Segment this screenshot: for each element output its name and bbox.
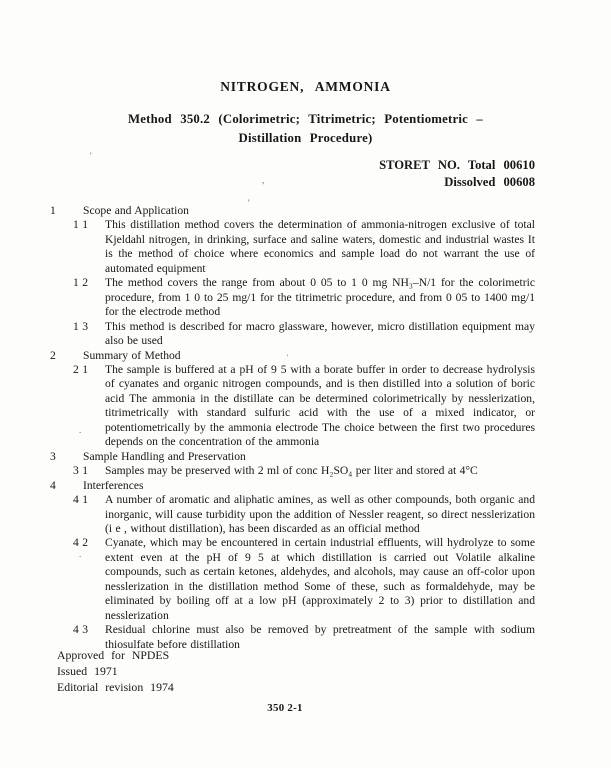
issued-year: Issued 1971	[57, 663, 118, 678]
paragraph-number: 4 2	[73, 536, 88, 550]
section-heading	[50, 204, 535, 218]
paragraph-1-1	[73, 218, 535, 276]
paragraph-text: A number of aromatic and aliphatic amines, as well as other compounds, both organic and inorganic, will cause turbidity upon the addition of Nessler reagent, so direct nesslerization (i e , without distillation), has been discarded as an official method	[105, 493, 535, 535]
section-title: Summary of Method	[83, 348, 181, 362]
paragraph-number: 4 1	[73, 493, 88, 507]
storet-number-block	[379, 157, 535, 190]
paragraph-number: 1 2	[73, 276, 88, 290]
scan-speck: '	[287, 353, 289, 362]
section-scope-and-application	[50, 204, 535, 349]
paragraph-text: This method is described for macro glassware, however, micro distillation equipment may also be used	[105, 319, 535, 348]
editorial-revision-year: Editorial revision 1974	[57, 679, 174, 694]
section-sample-handling	[50, 450, 535, 479]
paragraph-4-2	[73, 536, 535, 623]
section-heading	[50, 349, 535, 363]
section-summary-of-method	[50, 349, 535, 450]
section-heading	[50, 450, 535, 464]
paragraph-3-1	[73, 464, 535, 478]
paragraph-number: 1 1	[73, 218, 88, 232]
storet-total: STORET NO. Total 00610	[379, 158, 535, 172]
paragraph-text: Residual chlorine must also be removed by pretreatment of the sample with sodium thiosulfate before distillation	[105, 623, 535, 651]
method-subtitle-line-1: Method 350.2 (Colorimetric; Titrimetric; Potentiometric –	[127, 112, 484, 126]
scan-speck: '	[90, 151, 92, 161]
section-interferences	[50, 479, 535, 652]
method-subtitle	[0, 110, 611, 148]
scan-speck: .	[79, 425, 82, 435]
section-number: 4	[50, 478, 56, 492]
section-title: Interferences	[83, 478, 144, 492]
section-heading	[50, 479, 535, 493]
paragraph-number: 3 1	[73, 464, 88, 478]
paragraph-text: This distillation method covers the determination of ammonia-nitrogen exclusive of total Kjeldahl nitrogen, in drinking, surface and saline waters, domestic and industrial wastes It is the method of choice where economics and sample load do not warrant the use of automated equipment	[105, 218, 535, 275]
paragraph-1-3	[73, 320, 535, 349]
paragraph-text: Cyanate, which may be encountered in certain industrial effluents, will hydrolyze to some extent even at the pH of 9 5 at which distillation is carried out Volatile alkaline compounds, such as certain ketones, aldehydes, and alcohols, may cause an off-color upon nesslerization in the distillation method Some of these, such as formaldehyde, may be eliminated by boiling off at a low pH (approximately 2 to 3) prior to distillation and nesslerization	[105, 536, 535, 622]
paragraph-text: The method covers the range from about 0 05 to 1 0 mg NH₃–N/1 for the colorimetric procedure, from 1 0 to 25 mg/1 for the titrimetric procedure, and from 0 05 to 1400 mg/1 for the electrode method	[105, 276, 535, 319]
document-title: NITROGEN, AMMONIA	[220, 79, 391, 94]
paragraph-number: 1 3	[73, 319, 88, 333]
approval-footer	[57, 648, 174, 695]
section-number: 2	[50, 348, 56, 362]
paragraph-4-1	[73, 493, 535, 536]
scan-speck: ,	[262, 175, 265, 185]
page-number: 350 2-1	[267, 702, 303, 714]
paragraph-1-2	[73, 276, 535, 319]
scan-speck: .	[79, 549, 82, 559]
storet-dissolved: Dissolved 00608	[444, 174, 535, 189]
paragraph-text: The sample is buffered at a pH of 9 5 with a borate buffer in order to decrease hydrolysis of cyanates and organic nitrogen compounds, and is then distilled into a solution of boric acid The ammonia in the distillate can be determined colorimetrically by nesslerization, titrimetrically with standard sulfuric acid with the use of a mixed indicator, or potentiometrically by the ammonia electrode The choice between the first two procedures depends on the concentration of the ammonia	[105, 362, 535, 449]
scan-speck: '	[248, 198, 250, 208]
paragraph-number: 4 3	[73, 623, 88, 637]
document-body	[50, 204, 535, 652]
section-number: 1	[50, 204, 56, 217]
approved-for-npdes: Approved for NPDES	[57, 648, 170, 662]
paragraph-number: 2 1	[73, 362, 88, 376]
section-title: Scope and Application	[83, 204, 189, 217]
paragraph-text: Samples may be preserved with 2 ml of conc H₂SO₄ per liter and stored at 4°C	[105, 464, 478, 478]
section-number: 3	[50, 449, 56, 463]
paragraph-2-1	[73, 363, 535, 450]
method-subtitle-line-2: Distillation Procedure)	[238, 131, 373, 145]
section-title: Sample Handling and Preservation	[83, 449, 246, 463]
